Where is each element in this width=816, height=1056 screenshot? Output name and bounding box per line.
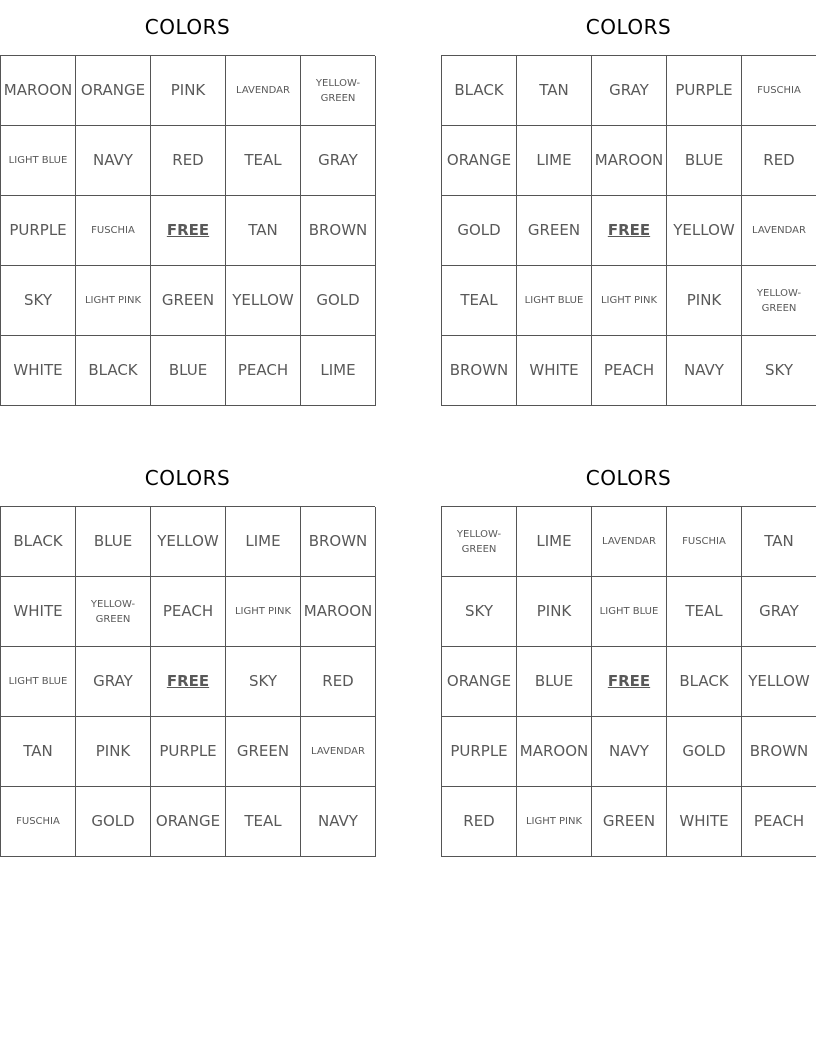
free-space-cell: FREE — [151, 647, 226, 717]
bingo-cell: BROWN — [301, 507, 376, 577]
bingo-cell: LIGHT BLUE — [592, 577, 667, 647]
bingo-cell: PURPLE — [442, 717, 517, 787]
bingo-card-4 — [441, 451, 816, 857]
bingo-cell: BROWN — [742, 717, 816, 787]
free-space-cell: FREE — [592, 196, 667, 266]
bingo-cell: BLUE — [76, 507, 151, 577]
bingo-cell: RED — [442, 787, 517, 857]
bingo-cell: YELLOW-GREEN — [76, 577, 151, 647]
bingo-cell: YELLOW — [742, 647, 816, 717]
bingo-cell: SKY — [742, 336, 816, 406]
bingo-cell: LAVENDAR — [742, 196, 816, 266]
bingo-cell: NAVY — [76, 126, 151, 196]
bingo-cell: LAVENDAR — [301, 717, 376, 787]
bingo-cell: GRAY — [301, 126, 376, 196]
bingo-cell: LAVENDAR — [226, 56, 301, 126]
bingo-cell: LIME — [517, 126, 592, 196]
bingo-grid — [0, 55, 375, 406]
bingo-cell: FUSCHIA — [742, 56, 816, 126]
bingo-cell: TEAL — [226, 126, 301, 196]
bingo-cell: MAROON — [301, 577, 376, 647]
bingo-cell: TAN — [1, 717, 76, 787]
bingo-cell: LIME — [226, 507, 301, 577]
bingo-grid — [0, 506, 375, 857]
bingo-cell: MAROON — [1, 56, 76, 126]
bingo-cell: MAROON — [592, 126, 667, 196]
bingo-cell: SKY — [442, 577, 517, 647]
bingo-cell: RED — [742, 126, 816, 196]
bingo-cell: TEAL — [442, 266, 517, 336]
bingo-cell: LIGHT BLUE — [1, 126, 76, 196]
bingo-cell: PEACH — [592, 336, 667, 406]
free-space-cell: FREE — [592, 647, 667, 717]
free-space-cell: FREE — [151, 196, 226, 266]
bingo-cell: GOLD — [301, 266, 376, 336]
bingo-cell: GRAY — [592, 56, 667, 126]
card-title: COLORS — [585, 466, 672, 490]
bingo-cell: YELLOW-GREEN — [442, 507, 517, 577]
bingo-cell: ORANGE — [442, 647, 517, 717]
bingo-cell: WHITE — [517, 336, 592, 406]
bingo-cell: LIGHT BLUE — [1, 647, 76, 717]
bingo-cell: GREEN — [226, 717, 301, 787]
bingo-cell: GOLD — [667, 717, 742, 787]
bingo-cell: BLACK — [667, 647, 742, 717]
bingo-cell: PEACH — [151, 577, 226, 647]
bingo-card-1 — [0, 0, 375, 406]
bingo-cell: FUSCHIA — [667, 507, 742, 577]
bingo-cell: GREEN — [592, 787, 667, 857]
bingo-cell: PEACH — [226, 336, 301, 406]
bingo-cell: TEAL — [667, 577, 742, 647]
bingo-cell: GREEN — [517, 196, 592, 266]
bingo-cell: LIGHT PINK — [592, 266, 667, 336]
bingo-cell: PINK — [667, 266, 742, 336]
bingo-cell: PINK — [76, 717, 151, 787]
bingo-grid — [441, 55, 816, 406]
bingo-card-2 — [441, 0, 816, 406]
bingo-cell: FUSCHIA — [1, 787, 76, 857]
bingo-cell: YELLOW-GREEN — [742, 266, 816, 336]
bingo-cell: BLACK — [76, 336, 151, 406]
bingo-cell: BLACK — [1, 507, 76, 577]
bingo-cell: BLUE — [151, 336, 226, 406]
bingo-cell: GRAY — [742, 577, 816, 647]
bingo-cell: LIME — [301, 336, 376, 406]
bingo-cell: YELLOW-GREEN — [301, 56, 376, 126]
bingo-cell: WHITE — [667, 787, 742, 857]
bingo-cell: LIME — [517, 507, 592, 577]
bingo-cell: LIGHT PINK — [517, 787, 592, 857]
bingo-cell: SKY — [1, 266, 76, 336]
bingo-cell: RED — [301, 647, 376, 717]
bingo-grid — [441, 506, 816, 857]
bingo-cell: TAN — [517, 56, 592, 126]
bingo-cell: ORANGE — [151, 787, 226, 857]
bingo-cell: PINK — [517, 577, 592, 647]
bingo-cell: YELLOW — [151, 507, 226, 577]
bingo-cell: PEACH — [742, 787, 816, 857]
bingo-cell: BLUE — [667, 126, 742, 196]
bingo-cell: ORANGE — [442, 126, 517, 196]
bingo-cell: FUSCHIA — [76, 196, 151, 266]
bingo-cell: NAVY — [592, 717, 667, 787]
bingo-cell: NAVY — [667, 336, 742, 406]
bingo-cell: LIGHT PINK — [76, 266, 151, 336]
bingo-cell: BROWN — [301, 196, 376, 266]
bingo-cell: TEAL — [226, 787, 301, 857]
bingo-cell: PINK — [151, 56, 226, 126]
bingo-cell: GREEN — [151, 266, 226, 336]
card-title: COLORS — [144, 466, 231, 490]
bingo-cell: RED — [151, 126, 226, 196]
bingo-cell: PURPLE — [151, 717, 226, 787]
bingo-cell: NAVY — [301, 787, 376, 857]
bingo-cell: PURPLE — [1, 196, 76, 266]
bingo-cell: GOLD — [76, 787, 151, 857]
bingo-cell: TAN — [226, 196, 301, 266]
card-title: COLORS — [144, 15, 231, 39]
bingo-cell: LIGHT PINK — [226, 577, 301, 647]
bingo-cell: BLUE — [517, 647, 592, 717]
bingo-cell: BROWN — [442, 336, 517, 406]
bingo-cell: YELLOW — [226, 266, 301, 336]
bingo-cell: LAVENDAR — [592, 507, 667, 577]
bingo-card-3 — [0, 451, 375, 857]
bingo-cell: WHITE — [1, 577, 76, 647]
bingo-cell: GRAY — [76, 647, 151, 717]
card-title: COLORS — [585, 15, 672, 39]
bingo-cell: ORANGE — [76, 56, 151, 126]
bingo-cell: YELLOW — [667, 196, 742, 266]
bingo-cell: SKY — [226, 647, 301, 717]
bingo-cell: BLACK — [442, 56, 517, 126]
bingo-cell: PURPLE — [667, 56, 742, 126]
bingo-cell: LIGHT BLUE — [517, 266, 592, 336]
bingo-cell: WHITE — [1, 336, 76, 406]
bingo-cell: TAN — [742, 507, 816, 577]
bingo-cell: MAROON — [517, 717, 592, 787]
bingo-cell: GOLD — [442, 196, 517, 266]
